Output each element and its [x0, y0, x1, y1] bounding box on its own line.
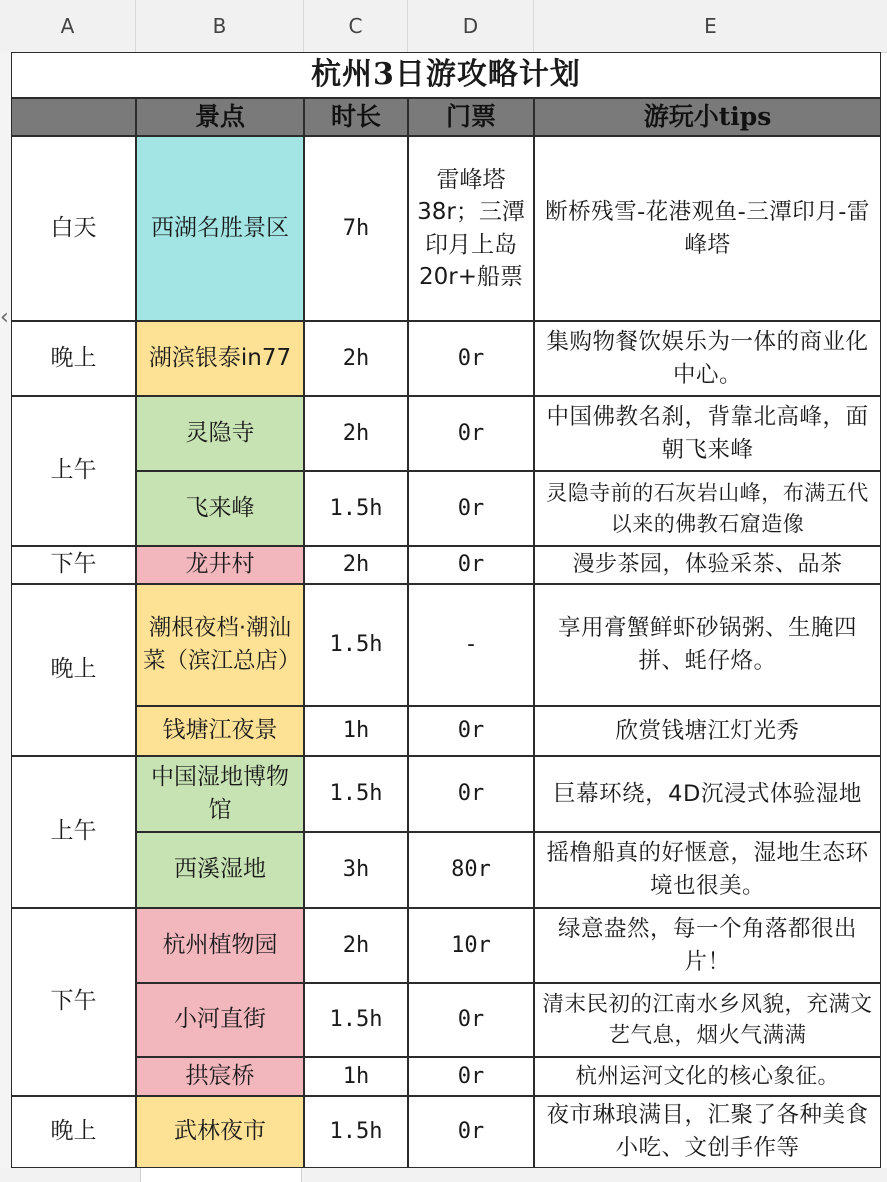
chevron-left-icon[interactable]: ‹	[0, 305, 9, 330]
period-cell[interactable]: 上午	[11, 396, 136, 546]
duration-cell[interactable]: 2h	[304, 321, 408, 396]
ticket-cell[interactable]: 0r	[408, 756, 534, 832]
tips-cell[interactable]: 中国佛教名刹，背靠北高峰，面朝飞来峰	[534, 396, 881, 471]
spot-cell[interactable]: 小河直街	[136, 983, 304, 1057]
spot-cell[interactable]: 武林夜市	[136, 1096, 304, 1168]
ticket-cell[interactable]: 0r	[408, 983, 534, 1057]
duration-cell[interactable]: 2h	[304, 908, 408, 983]
header-blank[interactable]	[11, 98, 136, 136]
header-spot[interactable]: 景点	[136, 98, 304, 136]
ticket-cell[interactable]: 0r	[408, 706, 534, 756]
plan-title[interactable]: 杭州3日游攻略计划	[11, 52, 881, 98]
column-header-b[interactable]: B	[136, 0, 304, 52]
tips-cell[interactable]: 漫步茶园，体验采茶、品茶	[534, 546, 881, 584]
tips-cell[interactable]: 绿意盎然，每一个角落都很出片！	[534, 908, 881, 983]
ticket-cell[interactable]: 80r	[408, 832, 534, 908]
ticket-cell[interactable]: 0r	[408, 1096, 534, 1168]
ticket-cell[interactable]: 0r	[408, 546, 534, 584]
tips-cell[interactable]: 欣赏钱塘江灯光秀	[534, 706, 881, 756]
duration-cell[interactable]: 7h	[304, 136, 408, 321]
spot-cell[interactable]: 中国湿地博物馆	[136, 756, 304, 832]
column-header-a[interactable]: A	[0, 0, 136, 52]
duration-cell[interactable]: 3h	[304, 832, 408, 908]
period-cell[interactable]: 晚上	[11, 1096, 136, 1168]
spot-cell[interactable]: 潮根夜档·潮汕菜（滨江总店）	[136, 584, 304, 706]
tips-cell[interactable]: 断桥残雪-花港观鱼-三潭印月-雷峰塔	[534, 136, 881, 321]
spot-cell[interactable]: 钱塘江夜景	[136, 706, 304, 756]
duration-cell[interactable]: 1.5h	[304, 584, 408, 706]
tips-cell[interactable]: 灵隐寺前的石灰岩山峰，布满五代以来的佛教石窟造像	[534, 471, 881, 546]
duration-cell[interactable]: 1.5h	[304, 1096, 408, 1168]
duration-cell[interactable]: 2h	[304, 396, 408, 471]
tips-cell[interactable]: 杭州运河文化的核心象征。	[534, 1057, 881, 1096]
sheet-tab-bar	[0, 1168, 887, 1182]
tips-cell[interactable]: 巨幕环绕，4D沉浸式体验湿地	[534, 756, 881, 832]
header-duration[interactable]: 时长	[304, 98, 408, 136]
duration-cell[interactable]: 1h	[304, 706, 408, 756]
header-tips[interactable]: 游玩小tips	[534, 98, 881, 136]
duration-cell[interactable]: 2h	[304, 546, 408, 584]
ticket-cell[interactable]: 0r	[408, 1057, 534, 1096]
ticket-cell[interactable]: 0r	[408, 471, 534, 546]
spot-cell[interactable]: 龙井村	[136, 546, 304, 584]
column-header-e[interactable]: E	[704, 14, 717, 38]
tips-cell[interactable]: 摇橹船真的好惬意，湿地生态环境也很美。	[534, 832, 881, 908]
sheet-tab[interactable]	[140, 1168, 302, 1182]
period-cell[interactable]: 下午	[11, 908, 136, 1096]
ticket-cell[interactable]: 10r	[408, 908, 534, 983]
period-cell[interactable]: 晚上	[11, 584, 136, 756]
ticket-cell[interactable]: 0r	[408, 396, 534, 471]
column-header-bar	[0, 0, 887, 53]
spot-cell[interactable]: 飞来峰	[136, 471, 304, 546]
header-ticket[interactable]: 门票	[408, 98, 534, 136]
tips-cell[interactable]: 集购物餐饮娱乐为一体的商业化中心。	[534, 321, 881, 396]
tips-cell[interactable]: 享用膏蟹鲜虾砂锅粥、生腌四拼、蚝仔烙。	[534, 584, 881, 706]
ticket-cell[interactable]: 0r	[408, 321, 534, 396]
period-cell[interactable]: 下午	[11, 546, 136, 584]
duration-cell[interactable]: 1h	[304, 1057, 408, 1096]
tips-cell[interactable]: 清末民初的江南水乡风貌，充满文艺气息，烟火气满满	[534, 983, 881, 1057]
spot-cell[interactable]: 灵隐寺	[136, 396, 304, 471]
spot-cell[interactable]: 西湖名胜景区	[136, 136, 304, 321]
column-header-c[interactable]: C	[304, 0, 408, 52]
spot-cell[interactable]: 西溪湿地	[136, 832, 304, 908]
tips-cell[interactable]: 夜市琳琅满目，汇聚了各种美食小吃、文创手作等	[534, 1096, 881, 1168]
period-cell[interactable]: 白天	[11, 136, 136, 321]
duration-cell[interactable]: 1.5h	[304, 983, 408, 1057]
period-cell[interactable]: 晚上	[11, 321, 136, 396]
period-cell[interactable]: 上午	[11, 756, 136, 908]
ticket-cell[interactable]: -	[408, 584, 534, 706]
column-header-d[interactable]: D	[408, 0, 534, 52]
spot-cell[interactable]: 湖滨银泰in77	[136, 321, 304, 396]
duration-cell[interactable]: 1.5h	[304, 756, 408, 832]
spot-cell[interactable]: 拱宸桥	[136, 1057, 304, 1096]
ticket-cell[interactable]: 雷峰塔38r；三潭印月上岛20r+船票	[408, 136, 534, 321]
spot-cell[interactable]: 杭州植物园	[136, 908, 304, 983]
duration-cell[interactable]: 1.5h	[304, 471, 408, 546]
